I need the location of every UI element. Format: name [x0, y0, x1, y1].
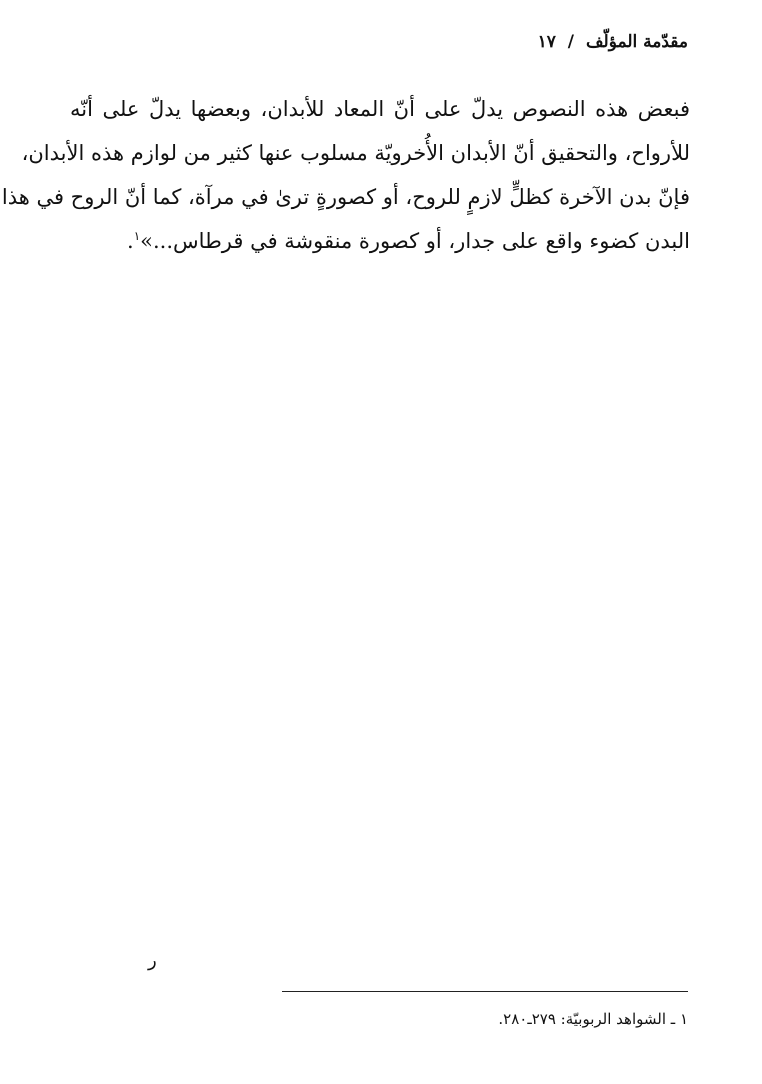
header-separator: / [567, 32, 575, 52]
running-header [538, 32, 688, 52]
body-line: فبعض هذه النصوص يدلّ على أنّ المعاد للأبدان، وبعضها يدلّ على أنّه [70, 97, 690, 121]
body-line: فإنّ بدن الآخرة كظلٍّ لازمٍ للروح، أو كصورةٍ ترىٰ في مرآة، كما أنّ الروح في هذا [1, 185, 690, 209]
page-number: ١٧ [537, 32, 556, 52]
main-paragraph [1, 87, 690, 263]
body-line-text: البدن كضوء واقع على جدار، أو كصورة منقوشة في قرطاس...» [140, 229, 690, 253]
footnote: ١ ـ الشواهد الربوبيّة: ٢٧٩ـ٢٨٠. [498, 1010, 688, 1028]
closing-period: . [127, 229, 134, 253]
body-line-last [70, 219, 690, 263]
body-line: للأرواح، والتحقيق أنّ الأبدان الأُخرويّة مسلوب عنها كثير من لوازم هذه الأبدان، [21, 141, 690, 165]
stray-ink-mark: ر [148, 950, 157, 971]
footnote-reference: ١ [133, 229, 141, 243]
header-title: مقدّمة المؤلّف [585, 32, 688, 52]
footnote-divider [282, 991, 688, 992]
